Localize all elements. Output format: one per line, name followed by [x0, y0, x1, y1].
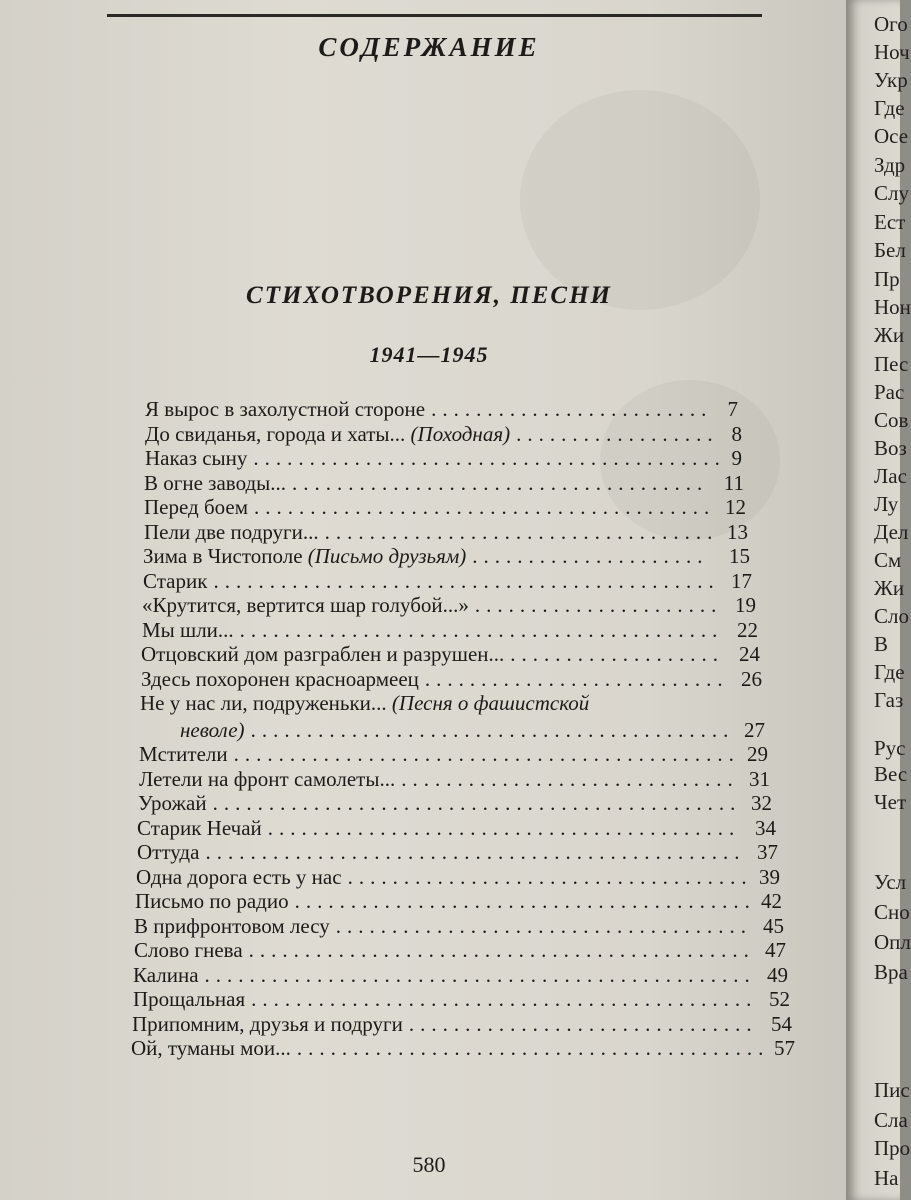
toc-entry-title [132, 1011, 403, 1037]
toc-entry-title [137, 815, 262, 841]
toc-entry [0, 790, 858, 816]
toc-entry-title-text: До свиданья, города и хаты... [145, 421, 411, 446]
dot-leader: ......................... [431, 397, 713, 421]
toc-entry-title [141, 666, 419, 692]
toc-entry-page: 11 [723, 470, 744, 495]
toc-entry-page: 9 [731, 446, 742, 470]
toc-entry [0, 690, 858, 716]
toc-entry-page: 17 [731, 568, 752, 593]
dot-leader: ..................................... [335, 913, 753, 938]
toc-entry-title-text: Старик [143, 568, 208, 593]
toc-entry [0, 592, 858, 618]
toc-entry [0, 962, 858, 988]
side-page-line: Ого [874, 12, 908, 36]
side-page-line: Слу [874, 181, 909, 205]
side-page-line: Воз [874, 436, 907, 460]
toc-entry [0, 470, 858, 496]
toc-entry-page: 52 [769, 987, 790, 1011]
side-page-line: Рас [874, 380, 905, 404]
dot-leader: .......................................... [296, 1036, 770, 1060]
dot-leader: .................................... [347, 864, 753, 889]
toc-entry-title [141, 641, 504, 667]
toc-entry-page: 39 [759, 864, 780, 889]
toc-entry-page: 8 [731, 421, 742, 446]
dot-leader: .............................. [401, 766, 739, 791]
side-page-line: В [874, 632, 889, 656]
side-page-line: Сно [874, 900, 910, 924]
toc-entry [0, 1035, 858, 1061]
side-page-line: Ест [874, 210, 906, 234]
page-title: СОДЕРЖАНИЕ [318, 32, 540, 62]
toc-entry-title-text: Я вырос в захолустной стороне [145, 397, 426, 421]
side-page-line: Пр [874, 267, 900, 291]
side-page-line: Про [874, 1136, 911, 1160]
toc-entry-page: 27 [744, 717, 765, 742]
dot-leader: ................................................ [205, 840, 746, 864]
toc-entry-title-text: Письмо по радио [135, 889, 289, 913]
dot-leader: ........................................... [250, 717, 735, 742]
toc-entry [0, 543, 858, 569]
toc-entry-title [138, 790, 207, 816]
side-page-line: Газ [874, 688, 904, 712]
years-heading: 1941—1945 [369, 342, 489, 367]
toc-entry [0, 519, 858, 545]
toc-entry [0, 617, 858, 643]
toc-entry-title-text: Одна дорога есть у нас [136, 864, 342, 889]
toc-entry-page: 54 [771, 1011, 792, 1036]
side-page-line: Где [874, 660, 905, 684]
side-page-line: Чет [874, 790, 907, 814]
side-page-line: Пес [874, 352, 909, 376]
side-page-line: Нон [874, 295, 911, 319]
toc-entry-title-text: Припомним, друзья и подруги [132, 1011, 403, 1036]
toc-entry [0, 766, 858, 792]
toc-entry-page: 31 [749, 766, 770, 791]
toc-entry-title-text: Отцовский дом разграблен и разрушен... [141, 642, 505, 666]
dot-leader: ......................................... [254, 495, 716, 519]
toc-entry [0, 568, 858, 594]
side-page-line: Дел [874, 520, 909, 544]
dot-leader: .......................................... [267, 815, 741, 840]
dot-leader: ........................... [424, 666, 729, 691]
toc-entry-title-text: Зима в Чистополе [143, 544, 308, 568]
side-page-line: Здр [874, 153, 906, 177]
toc-entry-title-text: Перед боем [144, 495, 249, 519]
dot-leader: ............................................. [248, 938, 755, 962]
toc-entry-page: 22 [737, 617, 758, 642]
toc-entry-title [133, 986, 245, 1012]
toc-entry-title [180, 717, 245, 743]
toc-entry [0, 1011, 858, 1037]
dot-leader: .......................................... [253, 446, 726, 470]
toc-entry-page: 15 [729, 544, 750, 568]
toc-entry-title-text: Слово гнева [134, 938, 243, 962]
toc-entry-page: 19 [735, 593, 756, 617]
side-page-line: Опл [874, 930, 911, 954]
side-page-line: Пис [874, 1078, 910, 1102]
side-page-line: Жи [874, 576, 905, 600]
toc-entry-title-text: Наказ сыну [145, 446, 248, 470]
toc-entry-page: 24 [739, 642, 760, 666]
toc-entry-title [140, 690, 589, 716]
toc-entry-title [139, 741, 228, 767]
toc-entry-page: 26 [741, 666, 762, 691]
dot-leader: ................... [510, 642, 725, 666]
toc-entry-subtitle: (Песня о фашистской [391, 691, 590, 715]
toc-entry [0, 815, 858, 841]
toc-entry-title-text: Старик Нечай [137, 815, 262, 840]
side-page-line: Усл [874, 870, 907, 894]
toc-entry-page: 7 [727, 397, 738, 421]
page-number: 580 [412, 1152, 446, 1177]
toc-entry-title-text: Калина [133, 962, 199, 987]
toc-entry [0, 839, 858, 865]
side-page-line: Вра [874, 960, 908, 984]
toc-entry-title [145, 396, 425, 422]
toc-entry-title-text: Урожай [138, 791, 207, 815]
side-page-line: Укр [874, 68, 908, 92]
dot-leader: ............................... [408, 1011, 758, 1036]
side-page-line: Лас [874, 464, 907, 488]
toc-entry-title [143, 543, 466, 569]
toc-entry-subtitle: неволе) [180, 717, 245, 742]
toc-entry-page: 57 [774, 1036, 795, 1060]
side-page-line: Лу [874, 492, 899, 516]
toc-entry [0, 717, 858, 743]
dot-leader: ...................... [474, 593, 723, 617]
toc-entry-subtitle: (Письмо друзьям) [307, 544, 467, 568]
toc-entry-title-text: Летели на фронт самолеты... [139, 766, 396, 791]
dot-leader: .................. [516, 421, 719, 446]
toc-entry-title-text: В прифронтовом лесу [134, 913, 330, 938]
toc-entry-title [136, 864, 342, 890]
toc-entry-title-text: Здесь похоронен красноармеец [141, 666, 419, 691]
toc-entry-title [144, 494, 248, 520]
toc-entry-title [133, 962, 199, 988]
toc-entry-page: 37 [757, 840, 778, 864]
dot-leader: ................................................. [204, 962, 756, 987]
toc-entry-title-text: Мстители [139, 742, 228, 766]
toc-entry-page: 42 [761, 889, 782, 913]
toc-entry [0, 445, 858, 471]
dot-leader: ............................................. [251, 987, 758, 1011]
toc-entry-title-text: «Крутится, вертится шар голубой...» [142, 593, 469, 617]
toc-entry-title [134, 937, 243, 963]
side-page-line: Где [874, 96, 905, 120]
toc-entry-title-text: Пели две подруги... [144, 519, 319, 544]
toc-entry-title [135, 888, 289, 914]
side-page-line: Ноч [874, 40, 910, 64]
toc-entry-title [142, 617, 234, 643]
toc-entry-page: 49 [767, 962, 788, 987]
side-page-line: Бел [874, 238, 906, 262]
adjacent-page-edge [846, 0, 911, 1200]
toc-entry [0, 494, 858, 520]
toc-entry [0, 937, 858, 963]
toc-entry-title [145, 421, 510, 447]
toc-entry-title-text: Оттуда [137, 840, 200, 864]
toc-entry [0, 864, 858, 890]
toc-entry-title [139, 766, 395, 792]
toc-entry-title-text: В огне заводы... [144, 470, 287, 495]
dot-leader: ............................................. [213, 568, 720, 593]
toc-entry-page: 45 [763, 913, 784, 938]
side-page-line: Рус [874, 736, 906, 760]
side-page-line: См [874, 548, 902, 572]
toc-entry [0, 888, 858, 914]
toc-entry-page: 32 [751, 791, 772, 815]
toc-entry-page: 29 [747, 742, 768, 766]
toc-entry-title [145, 445, 247, 471]
toc-entry [0, 986, 858, 1012]
side-page-line: Жи [874, 323, 905, 347]
toc-entry [0, 396, 858, 422]
toc-entry-title-text: Ой, туманы мои... [131, 1036, 291, 1060]
toc-entry-title [134, 913, 330, 939]
side-page-line: Осе [874, 124, 909, 148]
toc-entry [0, 741, 858, 767]
toc-entry-title [131, 1035, 291, 1061]
toc-entry-subtitle: (Походная) [410, 421, 511, 446]
toc-entry-title-text: Не у нас ли, подруженьки... [140, 691, 392, 715]
toc-entry [0, 421, 858, 447]
toc-entry [0, 666, 858, 692]
side-page-line: Сла [874, 1108, 908, 1132]
side-page-line: На [874, 1166, 899, 1190]
side-page-line: Вес [874, 762, 908, 786]
toc-entry-title [144, 519, 319, 545]
toc-entry-title-text: Мы шли... [142, 617, 234, 642]
dot-leader: ............................................. [233, 742, 740, 766]
toc-entry-title [137, 839, 199, 865]
toc-entry [0, 641, 858, 667]
section-title: СТИХОТВОРЕНИЯ, ПЕСНИ [246, 282, 612, 309]
dot-leader: ................................... [324, 519, 719, 544]
dot-leader: ............................................... [212, 791, 742, 815]
side-page-line: Сло [874, 604, 909, 628]
toc-entry-title [144, 470, 286, 496]
dot-leader: ..................... [472, 544, 709, 568]
toc-entry [0, 913, 858, 939]
dot-leader: ........................................... [239, 617, 724, 642]
side-page-line: Сов [874, 408, 909, 432]
toc-entry-page: 47 [765, 938, 786, 962]
toc-entry-page: 13 [727, 519, 748, 544]
toc-entry-page: 34 [755, 815, 776, 840]
toc-entry-page: 12 [725, 495, 746, 519]
toc-entry-title-text: Прощальная [133, 987, 246, 1011]
dot-leader: ..................................... [292, 470, 709, 495]
toc-entry-title [142, 592, 469, 618]
toc-entry-title [143, 568, 207, 594]
dot-leader: ......................................... [294, 889, 756, 913]
